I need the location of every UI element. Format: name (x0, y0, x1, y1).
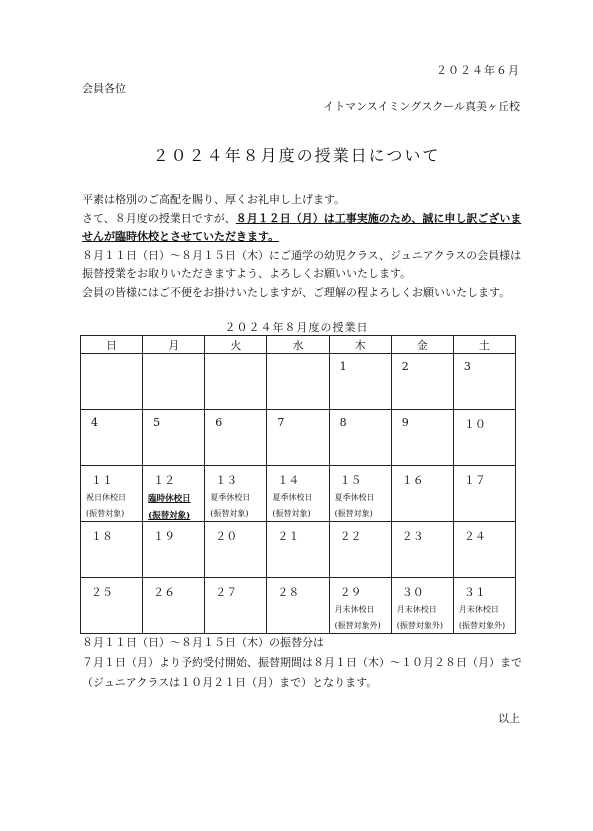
day-number: 7 (277, 416, 285, 429)
day-makeup-note: (振替対象) (272, 509, 311, 518)
day-number: ２１ (277, 530, 300, 543)
day-number: １６ (401, 474, 424, 487)
day-number: １０ (463, 418, 486, 431)
calendar-day-cell (205, 410, 267, 466)
day-number: １１ (91, 474, 113, 487)
closure-notice: ８月１２日（月）は工事実施のため、誠に申し訳ございま (235, 212, 522, 225)
weekday-header-row (81, 336, 516, 354)
weekday-header: 日 (81, 336, 143, 354)
calendar-week-row (81, 522, 516, 578)
calendar-day-cell (81, 410, 143, 466)
calendar-day-cell (267, 466, 329, 522)
footer-line-1: ８月１１日（日）～８月１５日（木）の振替分は (82, 636, 324, 649)
body-line-4: ８月１１日（日）～８月１５日（木）にご通学の幼児クラス、ジュニアクラスの会員様は (82, 249, 522, 262)
calendar-day-cell (453, 466, 515, 522)
calendar-day-cell (143, 466, 205, 522)
day-status: 月末休校日 (334, 605, 375, 614)
day-number: １５ (339, 474, 362, 487)
day-makeup-note: (振替対象) (86, 509, 125, 518)
calendar-day-cell (329, 466, 391, 522)
sender-name: イトマンスイミングスクール真美ヶ丘校 (323, 100, 520, 113)
day-number: １９ (153, 530, 176, 543)
weekday-header: 月 (143, 336, 205, 354)
calendar-week-row (81, 410, 516, 466)
calendar-week-row (81, 466, 516, 522)
day-number: １３ (215, 474, 238, 487)
day-number: ２３ (401, 530, 424, 543)
calendar-day-cell (143, 578, 205, 634)
calendar-day-cell (453, 522, 515, 578)
day-number: ３０ (401, 586, 424, 599)
day-number: １８ (91, 530, 113, 543)
closing-remark: 以上 (498, 712, 520, 725)
issue-date: ２０２４年６月 (436, 64, 520, 77)
day-number: ２６ (153, 586, 176, 599)
day-makeup-note: (振替対象外) (458, 621, 506, 630)
calendar-day-cell (329, 354, 391, 410)
body-line-2 (82, 210, 521, 226)
calendar-day-cell (391, 522, 453, 578)
calendar-day-cell (267, 578, 329, 634)
weekday-header: 木 (329, 336, 391, 354)
day-number: 1 (339, 360, 347, 373)
day-makeup-note: (振替対象外) (334, 621, 381, 630)
day-number: 3 (463, 360, 471, 373)
calendar-day-cell (143, 410, 205, 466)
day-number: 4 (91, 416, 98, 429)
day-number (267, 354, 328, 360)
day-number: ２７ (215, 586, 238, 599)
calendar-day-cell (81, 354, 143, 410)
calendar-day-cell (143, 354, 205, 410)
calendar-day-cell (391, 410, 453, 466)
weekday-header: 水 (267, 336, 329, 354)
day-number: 6 (215, 416, 223, 429)
calendar-day-cell (81, 522, 143, 578)
day-status: 夏季休校日 (334, 493, 375, 502)
day-makeup-note: (振替対象) (210, 509, 249, 518)
calendar-day-cell (267, 522, 329, 578)
calendar-day-cell (205, 354, 267, 410)
day-number: ２８ (277, 586, 300, 599)
day-status: 月末休校日 (458, 605, 499, 614)
day-number: ２９ (339, 586, 362, 599)
day-status: 祝日休校日 (86, 493, 126, 502)
day-makeup-note: (振替対象) (148, 511, 191, 521)
day-number: １７ (463, 474, 486, 487)
day-status: 臨時休校日 (148, 494, 191, 504)
day-status: 月末休校日 (396, 605, 437, 614)
calendar-day-cell (329, 578, 391, 634)
day-number: ２２ (339, 530, 362, 543)
calendar-title: ２０２４年８月度の授業日 (224, 321, 369, 334)
day-number (81, 354, 142, 360)
weekday-header: 金 (391, 336, 453, 354)
day-number (205, 354, 266, 360)
day-number: 2 (401, 360, 409, 373)
closure-notice-cont: せんが臨時休校とさせていただきます。 (82, 230, 280, 243)
body-line-2-text: さて、８月度の授業日ですが、 (82, 212, 236, 225)
calendar-table (80, 335, 516, 634)
addressee: 会員各位 (82, 82, 126, 95)
day-number: ２５ (91, 586, 113, 599)
body-line-5: 振替授業をお取りいただきますよう、よろしくお願いいたします。 (82, 267, 412, 280)
weekday-header: 土 (453, 336, 515, 354)
footer-line-3: （ジュニアクラスは１０月２１日（月）まで）となります。 (82, 676, 378, 689)
footer-line-2: ７月１日（月）より予約受付開始、振替期間は８月１日（木）～１０月２８日（月）まで (82, 656, 522, 669)
document-title: ２０２４年８月度の授業日について (152, 146, 441, 165)
calendar-day-cell (143, 522, 205, 578)
calendar-week-row (81, 578, 516, 634)
calendar-day-cell (205, 578, 267, 634)
calendar-day-cell (81, 578, 143, 634)
weekday-header: 火 (205, 336, 267, 354)
body-line-1: 平素は格別のご高配を賜り、厚くお礼申し上げます。 (82, 193, 346, 206)
day-makeup-note: (振替対象) (334, 509, 373, 518)
calendar-day-cell (267, 354, 329, 410)
day-number: 9 (401, 416, 409, 429)
calendar-day-cell (453, 354, 515, 410)
calendar-day-cell (81, 466, 143, 522)
day-status: 夏季休校日 (210, 493, 251, 502)
calendar-week-row (81, 354, 516, 410)
day-number: ３１ (463, 586, 486, 599)
day-number: 5 (153, 416, 161, 429)
calendar-day-cell (391, 466, 453, 522)
day-number: ２４ (463, 530, 486, 543)
body-line-6: 会員の皆様にはご不便をお掛けいたしますが、ご理解の程よろしくお願いいたします。 (82, 286, 511, 299)
day-number: １４ (277, 474, 300, 487)
calendar-day-cell (453, 410, 515, 466)
calendar-day-cell (391, 578, 453, 634)
day-number: ２０ (215, 530, 238, 543)
day-makeup-note: (振替対象外) (396, 621, 443, 630)
calendar-day-cell (205, 466, 267, 522)
day-number (143, 354, 204, 360)
body-line-3 (82, 228, 279, 244)
calendar-day-cell (329, 410, 391, 466)
calendar-day-cell (205, 522, 267, 578)
day-status: 夏季休校日 (272, 493, 313, 502)
calendar-day-cell (267, 410, 329, 466)
calendar-day-cell (329, 522, 391, 578)
calendar-day-cell (391, 354, 453, 410)
day-number: １２ (153, 474, 176, 487)
day-number: 8 (339, 416, 347, 429)
calendar-day-cell (453, 578, 515, 634)
